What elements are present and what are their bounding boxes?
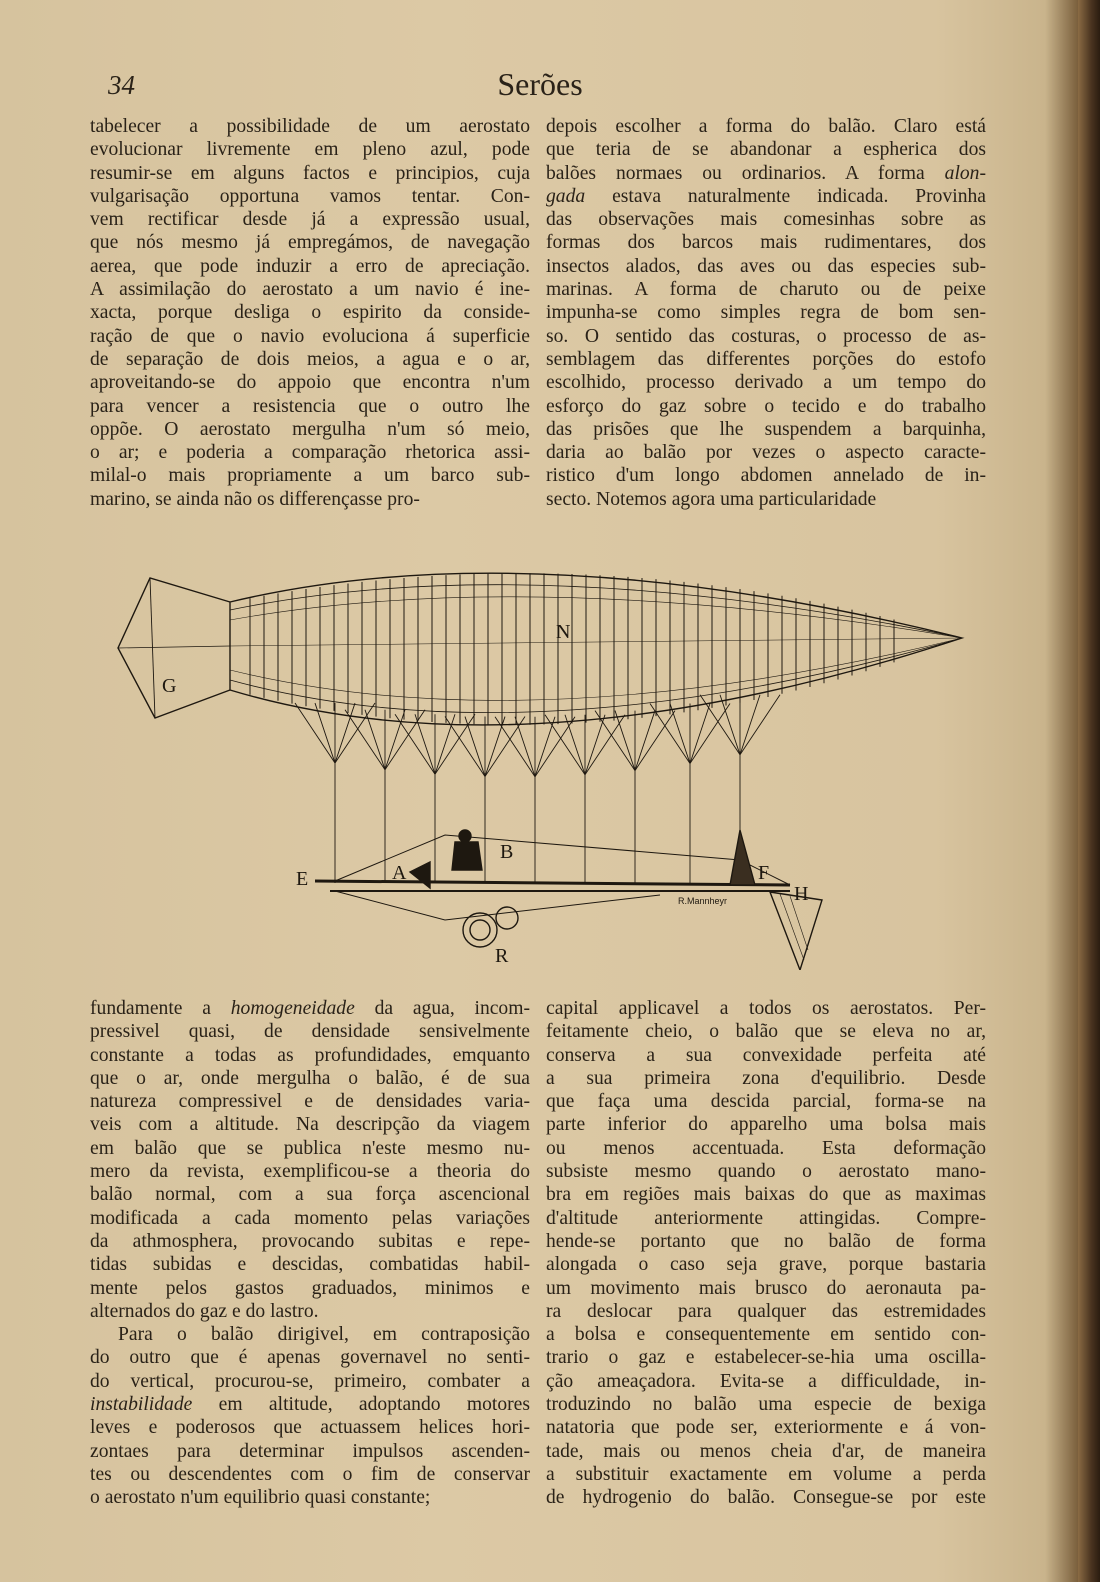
text-line: tade, mais ou menos cheia d'ar, de maneira [546, 1440, 986, 1462]
text-line: mero da revista, exemplificou-se a theoria do [90, 1161, 530, 1183]
text-line: ristico d'um longo abdomen annelado de in- [546, 465, 986, 487]
label-N: N [556, 621, 571, 643]
text-line: alongada o caso seja grave, porque bastaria [546, 1254, 986, 1276]
text-run: alon- [944, 162, 986, 184]
text-line: so. O sentido das costuras, o processo de as- [546, 325, 986, 347]
text-line: subsiste mesmo quando o aerostato mano- [546, 1161, 986, 1183]
text-line: das prisões que lhe suspendem a barquinha, [546, 418, 986, 440]
text-line: zontaes para determinar impulsos ascenden- [90, 1440, 530, 1462]
text-line: impunha-se como simples regra de bom sen- [546, 302, 986, 324]
text-line: d'altitude anteriormente attingidas. Compre- [546, 1207, 986, 1229]
text-line: escolhido, processo derivado a um tempo do [546, 372, 986, 394]
text-line: natureza compressivel e de densidades varia- [90, 1091, 530, 1113]
text-line: de separação de dois meios, a agua e o ar, [90, 348, 530, 370]
text-line: que faça uma descida parcial, forma-se na [546, 1091, 986, 1113]
page-header [0, 66, 1100, 106]
text-line: um movimento mais brusco do aeronauta pa- [546, 1277, 986, 1299]
text-line: depois escolher a forma do balão. Claro está [546, 116, 986, 137]
text-line: a bolsa e consequentemente em sentido con- [546, 1324, 986, 1346]
text-line: alternados do gaz e do lastro. [90, 1300, 319, 1322]
italic-term: gada [546, 185, 586, 207]
text-line: daria ao balão por vezes o aspecto caracte- [546, 442, 986, 464]
text-line [546, 185, 986, 208]
label-E: E [296, 868, 309, 890]
italic-term: instabilidade [90, 1394, 193, 1416]
text-run: estava naturalmente indicada. Provinha [585, 185, 986, 207]
text-run: em altitude, adoptando motores [192, 1394, 530, 1416]
text-line: vem rectificar desde já a expressão usual, [90, 209, 530, 231]
text-line: a sua primeira zona d'equilibrio. Desde [546, 1067, 986, 1089]
airship-illustration [100, 540, 980, 970]
text-line: resumir-se em alguns factos e principios, cuja [90, 162, 530, 184]
text-line: tidas subidas e descidas, combatidas habil- [90, 1254, 530, 1276]
text-line: modificada a cada momento pelas variações [90, 1207, 530, 1229]
text-line: o ar; e poderia a comparação rhetorica assi- [90, 442, 530, 464]
text-line: marinas. A forma de charuto ou de peixe [546, 279, 986, 301]
book-binding-edge [1078, 0, 1100, 1582]
artist-signature: R.Mannheyr [678, 896, 728, 906]
text-line: das observações mais comesinhas sobre as [546, 209, 986, 231]
text-line: natatoria que pode ser, exteriormente e á von- [546, 1417, 986, 1439]
text-line: aproveitando-se do appoio que encontra n'um [90, 372, 530, 394]
text-run: fundamente a [90, 998, 231, 1019]
text-line: mente pelos gastos graduados, minimos e [90, 1277, 530, 1299]
text-line: marino, se ainda não os differençasse pro- [90, 488, 420, 510]
text-line [90, 1393, 530, 1416]
text-line: da athmosphera, provocando subitas e repe- [90, 1230, 530, 1252]
text-line: feitamente cheio, o balão que se eleva no ar, [546, 1021, 986, 1043]
text-line [90, 997, 530, 1020]
text-line: em balão que se publica n'este mesmo nu- [90, 1137, 530, 1159]
text-line: leves e poderosos que actuassem helices hori- [90, 1417, 530, 1439]
text-line: vulgarisação opportuna vamos tentar. Con- [90, 185, 530, 207]
text-line: hende-se portanto que no balão de forma [546, 1230, 986, 1252]
text-line: o aerostato n'um equilibrio quasi constante; [90, 1487, 431, 1509]
text-line: xacta, porque desliga o espirito da conside- [90, 302, 530, 324]
text-line: A assimilação do aerostato a um navio é ine- [90, 279, 530, 301]
text-line: evolucionar livremente em pleno azul, pode [90, 139, 530, 161]
text-column-top-left [90, 115, 530, 511]
text-line: do vertical, procurou-se, primeiro, combater a [90, 1370, 530, 1392]
text-line: tabelecer a possibilidade de um aerostato [90, 116, 530, 137]
text-line: formas dos barcos mais rudimentares, dos [546, 232, 986, 254]
text-line: aerea, que pode induzir a erro de apreciação. [90, 255, 530, 277]
text-line: secto. Notemos agora uma particularidade [546, 488, 877, 510]
text-run: balões normaes ou ordinarios. A forma [546, 162, 945, 184]
text-line: do outro que é apenas governavel no senti- [90, 1347, 530, 1369]
text-line: pressivel quasi, de densidade sensivelmente [90, 1021, 530, 1043]
label-G: G [162, 675, 177, 697]
text-line: veis com a altitude. Na descripção da viagem [90, 1114, 530, 1136]
running-title: Serões [497, 66, 583, 102]
text-line: para vencer a resistencia que o outro lhe [90, 395, 530, 417]
text-line: que o ar, onde mergulha o balão, é de sua [90, 1067, 530, 1089]
text-line: de hydrogenio do balão. Consegue-se por este [546, 1487, 986, 1509]
text-line: constante a todas as profundidades, emquanto [90, 1044, 530, 1066]
text-column-bottom-left [90, 997, 530, 1510]
text-column-bottom-right [546, 997, 986, 1510]
text-line: que nós mesmo já empregámos, de navegação [90, 232, 530, 254]
label-B: B [500, 841, 514, 863]
label-R: R [495, 945, 509, 967]
text-line: troduzindo no balão uma especie de bexiga [546, 1394, 986, 1416]
wheel-front [463, 913, 497, 947]
text-run: da agua, incom- [354, 998, 530, 1019]
text-line: trario o gaz e estabelecer-se-hia uma oscilla- [546, 1347, 986, 1369]
text-line: ção ameaçadora. Evita-se a difficuldade, in- [546, 1370, 986, 1392]
text-line: balão normal, com a sua força ascencional [90, 1184, 530, 1206]
text-line: a substituir exactamente em volume a perda [546, 1463, 986, 1485]
label-A: A [392, 862, 407, 884]
text-line: ou menos accentuada. Esta deformação [546, 1137, 986, 1159]
label-F: F [758, 862, 770, 884]
text-line: oppõe. O aerostato mergulha n'um só meio, [90, 418, 530, 440]
text-line: capital applicavel a todos os aerostatos. Per- [546, 998, 986, 1019]
text-line: bra em regiões mais baixas do que as maximas [546, 1184, 986, 1206]
text-line: esforço do gaz sobre o tecido e do trabalho [546, 395, 986, 417]
page-number: 34 [108, 70, 135, 100]
label-H: H [794, 883, 809, 905]
text-line: conserva a sua convexidade perfeita até [546, 1044, 986, 1066]
text-line: milal-o mais propriamente a um barco sub- [90, 465, 530, 487]
airship-drawing [100, 540, 980, 970]
text-line: que teria de se abandonar a espherica dos [546, 139, 986, 161]
text-line: ra deslocar para qualquer das estremidades [546, 1300, 986, 1322]
text-line: semblagem das differentes porções do estofo [546, 348, 986, 370]
text-line: Para o balão dirigivel, em contraposição [118, 1324, 530, 1346]
text-line: insectos alados, das aves ou das especies sub- [546, 255, 986, 277]
text-line: parte inferior do apparelho uma bolsa mais [546, 1114, 986, 1136]
text-column-top-right [546, 115, 986, 511]
text-line: ração de que o navio evoluciona á superficie [90, 325, 530, 347]
italic-term: homogeneidade [230, 998, 355, 1019]
text-line: tes ou descendentes com o fim de conservar [90, 1463, 530, 1485]
text-line [546, 162, 986, 185]
